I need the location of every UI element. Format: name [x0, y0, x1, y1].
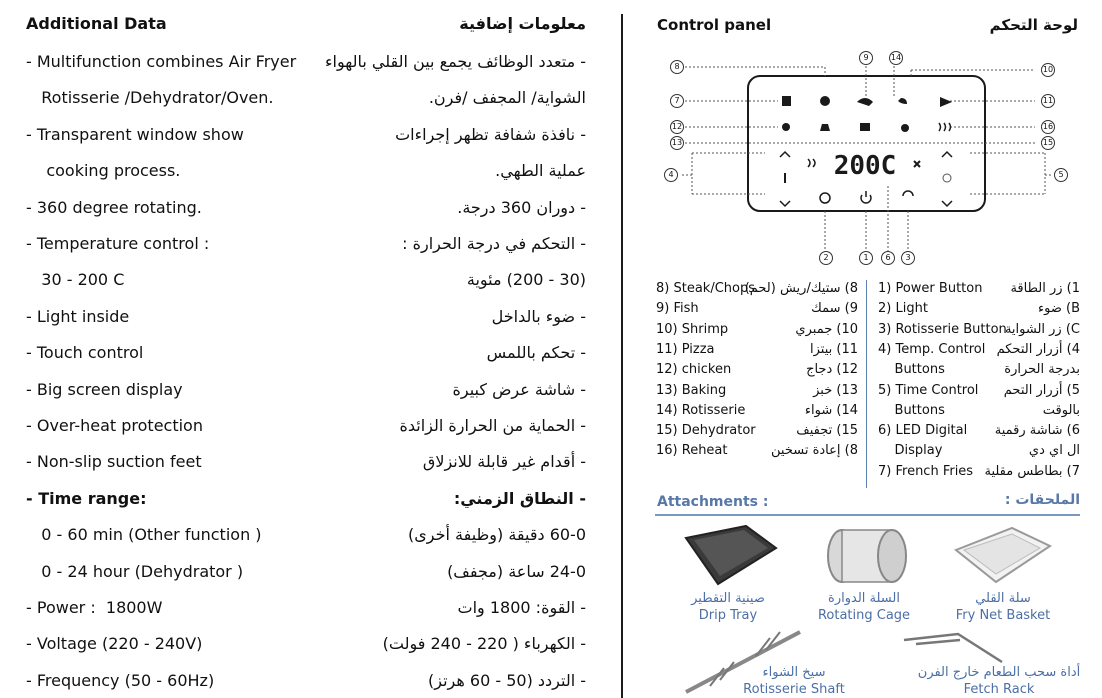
control-panel-title-en: Control panel — [657, 16, 772, 34]
dehydrator-icon — [901, 124, 909, 132]
spec-text-en: - Non-slip suction feet — [26, 452, 202, 472]
legend-text-ar: 8) إعادة تسخين — [771, 443, 858, 459]
spec-text-en: - Over-heat protection — [26, 416, 203, 435]
rotisserie-icon — [860, 123, 870, 131]
spec-text-en: 0 - 24 hour (Dehydrator ) — [26, 561, 244, 581]
spec-text-en: - Time range: — [26, 488, 147, 508]
attachment-label-en: Rotating Cage — [817, 608, 911, 623]
legend-item — [878, 380, 1080, 402]
spec-text-ar: (30 - 200) مئوية — [466, 270, 586, 290]
spec-text-ar: - الحماية من الحرارة الزائدة — [399, 416, 586, 435]
legend-text-en: 6) LED Digital — [878, 423, 968, 439]
legend-text-en: 10) Shrimp — [656, 321, 729, 337]
legend-text-en: 11) Pizza — [656, 341, 715, 357]
spec-row — [0, 525, 612, 557]
attachment-label — [904, 664, 1094, 698]
attachment-label-ar: السلة الدوارة — [828, 591, 900, 606]
spec-text-ar: - تحكم باللمس — [486, 343, 586, 363]
spec-row — [0, 125, 612, 157]
spec-text-en: - Power : 1800W — [26, 598, 163, 617]
legend-text-en: Buttons — [878, 402, 945, 418]
legend-text-ar: 13) خبز — [813, 382, 858, 398]
spec-text-ar: - التردد (50 - 60 هرتز) — [428, 670, 586, 690]
spec-row — [0, 598, 612, 630]
legend-text-en: 5) Time Control — [878, 382, 979, 398]
control-panel-title-ar: لوحة التحكم — [989, 16, 1078, 34]
callout-marker: 14 — [889, 51, 903, 65]
spec-text-ar: - الكهرباء ( 220 - 240 فولت) — [382, 634, 586, 654]
legend-item — [878, 420, 1080, 442]
legend-text-en: 4) Temp. Control — [878, 341, 986, 357]
attachment-label — [799, 590, 929, 624]
legend-text-en: 3) Rotisserie Button — [878, 321, 1007, 337]
legend-item — [656, 278, 858, 300]
legend-text-ar: 11) بيتزا — [810, 341, 858, 357]
callout-marker: 15 — [1041, 136, 1055, 150]
spec-row — [0, 562, 612, 594]
spec-text-en: Rotisserie /Dehydrator/Oven. — [26, 88, 274, 108]
legend-item — [878, 339, 1080, 361]
spec-row — [0, 343, 612, 375]
spec-row — [0, 234, 612, 266]
callout-marker: 1 — [859, 251, 873, 265]
callout-marker: 2 — [819, 251, 833, 265]
callout-marker: 10 — [1041, 63, 1055, 77]
legend-item — [656, 319, 858, 341]
drip-tray-image — [676, 518, 780, 590]
legend-text-en: Buttons — [878, 362, 945, 378]
spec-row — [0, 198, 612, 230]
attachment-label-ar: سلة القلي — [975, 591, 1031, 606]
spec-text-ar: 60-0 دقيقة (وظيفة أخرى) — [408, 525, 586, 545]
callout-marker: 16 — [1041, 120, 1055, 134]
spec-text-en: - Transparent window show — [26, 124, 244, 144]
chicken-icon — [782, 123, 790, 131]
spec-text-ar: الشواية/ المجفف /فرن. — [428, 88, 586, 108]
french-fries-icon — [782, 96, 791, 106]
callout-marker: 11 — [1041, 94, 1055, 108]
column-divider — [621, 14, 623, 698]
spec-text-ar: - ضوء بالداخل — [491, 306, 586, 326]
legend-item — [656, 420, 858, 442]
thermometer-icon — [784, 173, 786, 183]
rotating-cage-image — [818, 520, 914, 592]
legend-text-ar: C) زر الشواية — [1004, 321, 1080, 337]
control-panel-diagram — [640, 46, 1102, 268]
steak-icon — [820, 96, 830, 106]
callout-marker: 9 — [859, 51, 873, 65]
legend-text-en: 13) Baking — [656, 382, 727, 398]
legend-text-en: Display — [878, 443, 943, 459]
legend-item — [878, 440, 1080, 462]
spec-text-en: 30 - 200 C — [26, 270, 125, 290]
legend-text-en: 2) Light — [878, 301, 928, 317]
legend-item — [656, 440, 858, 462]
legend-text-ar: 5) أزرار التحم — [1003, 382, 1080, 398]
legend-text-en: 12) chicken — [656, 362, 732, 378]
spec-row — [0, 161, 612, 193]
legend-text-ar: 14) شواء — [804, 402, 858, 418]
spec-text-ar: - أقدام غير قابلة للانزلاق — [422, 452, 586, 472]
spec-row — [0, 380, 612, 412]
callout-marker: 6 — [881, 251, 895, 265]
legend-text-ar: بدرجة الحرارة — [1004, 362, 1080, 378]
attachment-label-en: Fry Net Basket — [955, 608, 1051, 623]
spec-text-ar: - النطاق الزمني: — [453, 488, 586, 508]
legend-text-en: 15) Dehydrator — [656, 423, 756, 439]
legend-item — [656, 400, 858, 422]
legend-text-en: 14) Rotisserie — [656, 402, 746, 418]
legend-text-ar: 15) تجفيف — [796, 423, 858, 439]
legend-item — [878, 319, 1080, 341]
attachment-label-ar: سيخ الشواء — [762, 665, 826, 680]
legend-text-en: 8) Steak/Chops — [656, 281, 755, 296]
attachment-label-ar: أداة سحب الطعام خارج الفرن — [917, 665, 1081, 680]
legend-text-ar: 6) شاشة رقمية — [994, 423, 1080, 439]
callout-marker: 8 — [670, 60, 684, 74]
attachment-label-en: Rotisserie Shaft — [743, 682, 845, 697]
attachments-underline — [655, 514, 1080, 516]
legend-item — [656, 359, 858, 381]
spec-text-ar: - التحكم في درجة الحرارة : — [402, 234, 586, 253]
legend-item — [878, 461, 1080, 483]
spec-text-en: - Touch control — [26, 343, 144, 363]
spec-text-en: - Frequency (50 - 60Hz) — [26, 670, 215, 690]
callout-marker: 12 — [670, 120, 684, 134]
spec-text-ar: عملية الطهي. — [495, 161, 586, 181]
callout-marker: 4 — [664, 168, 678, 182]
led-display-text: 200C — [833, 151, 897, 181]
legend-text-ar: 12) دجاج — [806, 362, 858, 378]
legend-item — [656, 380, 858, 402]
legend-separator — [866, 280, 867, 488]
legend-text-ar: 10) جمبري — [795, 321, 858, 337]
spec-text-en: - Light inside — [26, 306, 130, 326]
legend-text-ar: B) ضوء — [1038, 301, 1080, 317]
legend-text-en: 16) Reheat — [656, 443, 728, 459]
attachments-title-ar: الملحقات : — [1004, 492, 1080, 508]
spec-row — [0, 52, 612, 84]
legend-text-en: 7) French Fries — [878, 463, 974, 479]
spec-text-en: 0 - 60 min (Other function ) — [26, 525, 262, 545]
spec-row — [0, 416, 612, 448]
spec-text-ar: - نافذة شفافة تظهر إجراءات — [395, 124, 586, 144]
attachment-label — [729, 664, 859, 698]
spec-row — [0, 307, 612, 339]
spec-row — [0, 671, 612, 698]
legend-item — [656, 339, 858, 361]
attachment-label — [938, 590, 1068, 624]
callout-marker: 7 — [670, 94, 684, 108]
legend-text-ar: بالوقت — [1042, 402, 1080, 418]
spec-text-ar: 24-0 ساعة (مجفف) — [447, 561, 586, 581]
spec-row — [0, 88, 612, 120]
fry-net-basket-image — [952, 524, 1054, 590]
legend-item — [656, 298, 858, 320]
legend-text-en: 1) Power Button — [878, 281, 983, 296]
additional-data-title-en: Additional Data — [26, 14, 167, 33]
legend-text-ar: 7) بطاطس مقلية — [984, 463, 1080, 479]
attachment-label-en: Drip Tray — [698, 608, 758, 623]
attachment-label — [663, 590, 793, 624]
spec-text-en: - 360 degree rotating. — [26, 197, 202, 217]
spec-text-ar: - متعدد الوظائف يجمع بين القلي بالهواء — [324, 52, 586, 71]
spec-row — [0, 634, 612, 666]
spec-text-en: - Multifunction combines Air Fryer — [26, 52, 297, 71]
spec-text-ar: - القوة: 1800 وات — [457, 598, 586, 617]
legend-text-ar: 1) زر الطاقة — [1010, 281, 1080, 296]
legend-text-ar: ال اي دي — [1028, 443, 1080, 459]
legend-text-ar: 8) ستيك/ريش (لحم) — [744, 281, 858, 296]
legend-text-ar: 4) أزرار التحكم — [996, 341, 1080, 357]
spec-text-en: - Voltage (220 - 240V) — [26, 634, 203, 654]
legend-item — [878, 298, 1080, 320]
callout-marker: 3 — [901, 251, 915, 265]
legend-text-en: 9) Fish — [656, 301, 699, 317]
spec-text-en: - Temperature control : — [26, 234, 210, 253]
attachments-title-en: Attachments : — [657, 494, 769, 510]
spec-row — [0, 489, 612, 521]
attachment-label-ar: صينية التقطير — [691, 591, 765, 606]
spec-row — [0, 270, 612, 302]
spec-text-en: - Big screen display — [26, 379, 183, 399]
legend-item — [878, 400, 1080, 422]
attachment-label-en: Fetch Rack — [963, 682, 1035, 697]
spec-text-ar: - دوران 360 درجة. — [457, 197, 586, 217]
callout-marker: 13 — [670, 136, 684, 150]
callout-marker: 5 — [1054, 168, 1068, 182]
legend-item — [878, 278, 1080, 300]
legend-item — [878, 359, 1080, 381]
spec-row — [0, 452, 612, 484]
legend-text-ar: 9) سمك — [811, 301, 858, 317]
spec-text-en: cooking process. — [26, 161, 181, 181]
additional-data-title-ar: معلومات إضافية — [459, 14, 586, 33]
spec-text-ar: - شاشة عرض كبيرة — [452, 379, 586, 399]
